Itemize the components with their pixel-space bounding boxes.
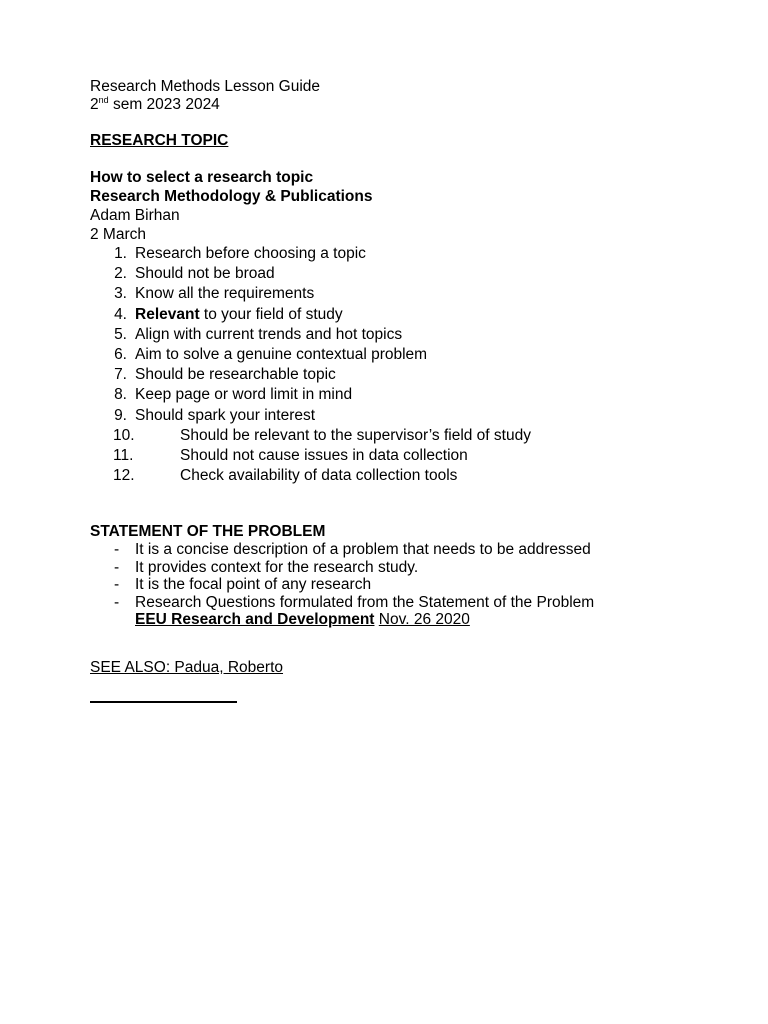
- list-item: [90, 244, 730, 264]
- list-item-text: [135, 305, 343, 325]
- list-item-text: [135, 244, 366, 264]
- list-item-body: Should be relevant to the supervisor’s field of study: [180, 426, 531, 444]
- list-item-body: Should not cause issues in data collection: [180, 446, 468, 464]
- list-item: [90, 541, 730, 559]
- list-item-body: Should spark your interest: [135, 406, 316, 424]
- list-item-text: Research Questions formulated from the Statement of the Problem: [135, 593, 595, 611]
- list-item-text: [135, 264, 275, 284]
- list-item: [90, 576, 730, 594]
- list-item: [90, 559, 730, 577]
- source-author: Adam Birhan: [90, 207, 180, 224]
- signature-rule: [90, 701, 237, 703]
- term-number: 2: [90, 96, 99, 113]
- problem-source-date: Nov. 26 2020: [378, 611, 470, 629]
- list-item-text: [135, 385, 352, 405]
- list-item-text: [135, 284, 314, 304]
- term-rest: sem 2023 2024: [108, 96, 220, 113]
- source-title: Research Methodology & Publications: [90, 188, 373, 205]
- problem-source: [90, 611, 730, 629]
- list-item-number: 5.: [114, 325, 127, 343]
- list-item: [90, 264, 730, 284]
- list-item-number: 7.: [114, 366, 127, 384]
- list-item: [90, 305, 730, 325]
- list-item-number: 3.: [114, 285, 127, 303]
- list-item-body: Keep page or word limit in mind: [135, 386, 353, 404]
- list-item-body: Align with current trends and hot topics: [135, 325, 403, 343]
- list-item: [90, 284, 730, 304]
- list-item-body: Check availability of data collection tools: [180, 467, 458, 485]
- list-item-body: Know all the requirements: [135, 285, 315, 303]
- dash-bullet: -: [114, 558, 120, 576]
- list-item-number: 2.: [114, 265, 127, 283]
- list-item: [90, 594, 730, 612]
- list-item-text: [180, 426, 531, 446]
- see-also-reference: SEE ALSO: Padua, Roberto: [90, 659, 284, 677]
- list-item: [90, 325, 730, 345]
- list-item: [90, 406, 730, 426]
- list-item-number: 4.: [114, 305, 127, 323]
- source-date: 2 March: [90, 226, 146, 243]
- list-item-text: It is a concise description of a problem that needs to be addressed: [135, 541, 591, 559]
- list-item-number: 6.: [114, 345, 127, 363]
- list-item: [90, 365, 730, 385]
- problem-source-name: EEU Research and Development: [135, 611, 375, 629]
- list-item-number: 11.: [113, 446, 134, 464]
- list-item-text: It provides context for the research study.: [135, 558, 419, 576]
- research-topic-heading: RESEARCH TOPIC: [90, 132, 229, 149]
- list-item-text: [135, 325, 402, 345]
- list-item-text: It is the focal point of any research: [135, 576, 372, 594]
- topic-subtitle: How to select a research topic: [90, 169, 314, 186]
- problem-statement-list: [90, 541, 730, 611]
- list-item-text: [135, 345, 427, 365]
- document-body: [90, 78, 730, 703]
- list-item-text: [180, 466, 457, 486]
- list-item-number: 8.: [114, 386, 127, 404]
- document-title: Research Methods Lesson Guide: [90, 78, 321, 95]
- list-item-number: 10.: [113, 426, 135, 444]
- list-item-text: [135, 365, 336, 385]
- list-item-number: 1.: [114, 245, 127, 262]
- list-item-text: [135, 406, 315, 426]
- list-item: [90, 385, 730, 405]
- list-item-body: Should not be broad: [135, 265, 275, 283]
- term-superscript: nd: [98, 95, 109, 105]
- term-line: [90, 96, 730, 114]
- dash-bullet: -: [114, 541, 120, 559]
- dash-bullet: -: [114, 593, 120, 611]
- list-item: [90, 426, 730, 446]
- list-item: [90, 446, 730, 466]
- list-item-number: 9.: [114, 406, 127, 424]
- list-item-body: Research before choosing a topic: [135, 245, 366, 262]
- list-item-body: to your field of study: [199, 305, 343, 323]
- problem-statement-heading: STATEMENT OF THE PROBLEM: [90, 523, 326, 541]
- list-item-number: 12.: [113, 467, 135, 485]
- topic-selection-list: [90, 244, 730, 486]
- list-item-body: Aim to solve a genuine contextual problem: [135, 345, 428, 363]
- list-item: [90, 345, 730, 365]
- list-item-text: [180, 446, 468, 466]
- list-item: [90, 466, 730, 486]
- dash-bullet: -: [114, 576, 120, 594]
- list-item-body: Should be researchable topic: [135, 366, 336, 384]
- list-item-emphasis: Relevant: [135, 305, 200, 323]
